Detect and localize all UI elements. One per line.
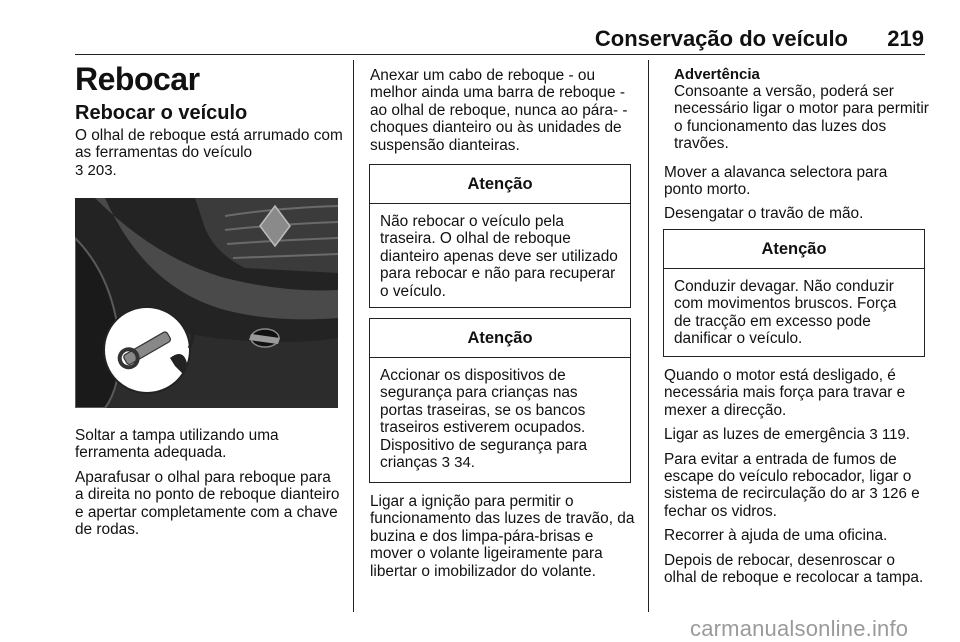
- note-title: Advertência: [674, 66, 760, 83]
- warning-box-3: [663, 229, 925, 357]
- paragraph-selector: Mover a alavanca selectora para ponto morto.: [664, 163, 888, 199]
- page-number: 219: [887, 26, 924, 51]
- column-3: [664, 67, 929, 230]
- recirculation-text: Para evitar a entrada de fumos de escape do veículo rebocador, ligar o sistema de recirculação do ar: [664, 450, 912, 503]
- column-2: [370, 67, 635, 161]
- towing-eye-illustration: [75, 198, 338, 408]
- section-heading: Rebocar: [75, 61, 200, 97]
- intro-paragraph: [75, 127, 343, 179]
- section-subheading: Rebocar o veículo: [75, 102, 248, 124]
- note-block: [664, 67, 929, 153]
- warning-text: Conduzir devagar. Não conduzir com movimentos bruscos. Força de tracção em excesso pode danificar o veículo.: [674, 278, 897, 348]
- paragraph-recirculation: [664, 451, 929, 521]
- intro-text: O olhal de reboque está arrumado com as ferramentas do veículo: [75, 127, 343, 162]
- page-reference: 3 203.: [75, 161, 117, 179]
- column-1: [75, 62, 343, 186]
- note-text: Consoante a versão, poderá ser necessário ligar o motor para permitir o funcionamento das luzes dos travões.: [674, 83, 929, 153]
- tow-rope-paragraph: Anexar um cabo de reboque - ou melhor ainda uma barra de reboque - ao olhal de reboque, nunca ao pára- -choques dianteiro ou às unidades de suspensão dianteiras.: [370, 67, 628, 154]
- column-divider-1: [353, 60, 354, 612]
- recirculation-end: e fechar os vidros.: [664, 485, 920, 520]
- warning-text: Não rebocar o veículo pela traseira. O olhal de reboque dianteiro apenas deve ser utilizado para rebocar e não para recuperar o veículo.: [380, 213, 618, 300]
- column-1-lower: [75, 427, 343, 545]
- hazard-text: Ligar as luzes de emergência: [664, 426, 866, 444]
- warning-box-1: [369, 164, 631, 308]
- paragraph-after-towing: Depois de rebocar, desenroscar o olhal de reboque e recolocar a tampa.: [664, 551, 924, 587]
- header-divider: [75, 54, 925, 55]
- paragraph-engine-off: Quando o motor está desligado, é necessária mais força para travar e mexer a direcção.: [664, 367, 906, 419]
- warning-box-2: [369, 318, 631, 483]
- warning-title: Atenção: [664, 230, 924, 269]
- paragraph-handbrake: Desengatar o travão de mão.: [664, 205, 864, 223]
- warning-title: Atenção: [370, 165, 630, 204]
- page-reference: 3 34.: [441, 454, 475, 472]
- ignition-paragraph: Ligar a ignição para permitir o funcionamento das luzes de travão, da buzina e dos limpa-pára-brisas e mover o volante ligeiramente para libertar o imobilizador do volante.: [370, 493, 635, 580]
- warning-text: Accionar os dispositivos de segurança para crianças nas portas traseiras, se os bancos traseiros estiverem ocupados. Dispositivo de segurança para crianças: [380, 367, 588, 472]
- warning-title: Atenção: [370, 319, 630, 358]
- page-reference: 3 126: [869, 485, 907, 503]
- column-2-lower: [370, 493, 635, 587]
- warning-body: [370, 358, 630, 471]
- paragraph-hazard: [664, 426, 929, 443]
- page-reference: 3 119.: [869, 426, 910, 444]
- page-header-title: Conservação do veículo: [594, 26, 848, 51]
- step-2: Aparafusar o olhal para reboque para a direita no ponto de reboque dianteiro e apertar completamente com a chave de rodas.: [75, 468, 340, 539]
- paragraph-workshop: Recorrer à ajuda de uma oficina.: [664, 527, 888, 545]
- watermark: carmanualsonline.info: [690, 616, 909, 641]
- step-1: Soltar a tampa utilizando uma ferramenta adequada.: [75, 427, 279, 462]
- car-front-drawing: [75, 198, 338, 408]
- column-3-lower: [664, 367, 929, 593]
- column-divider-2: [648, 60, 649, 612]
